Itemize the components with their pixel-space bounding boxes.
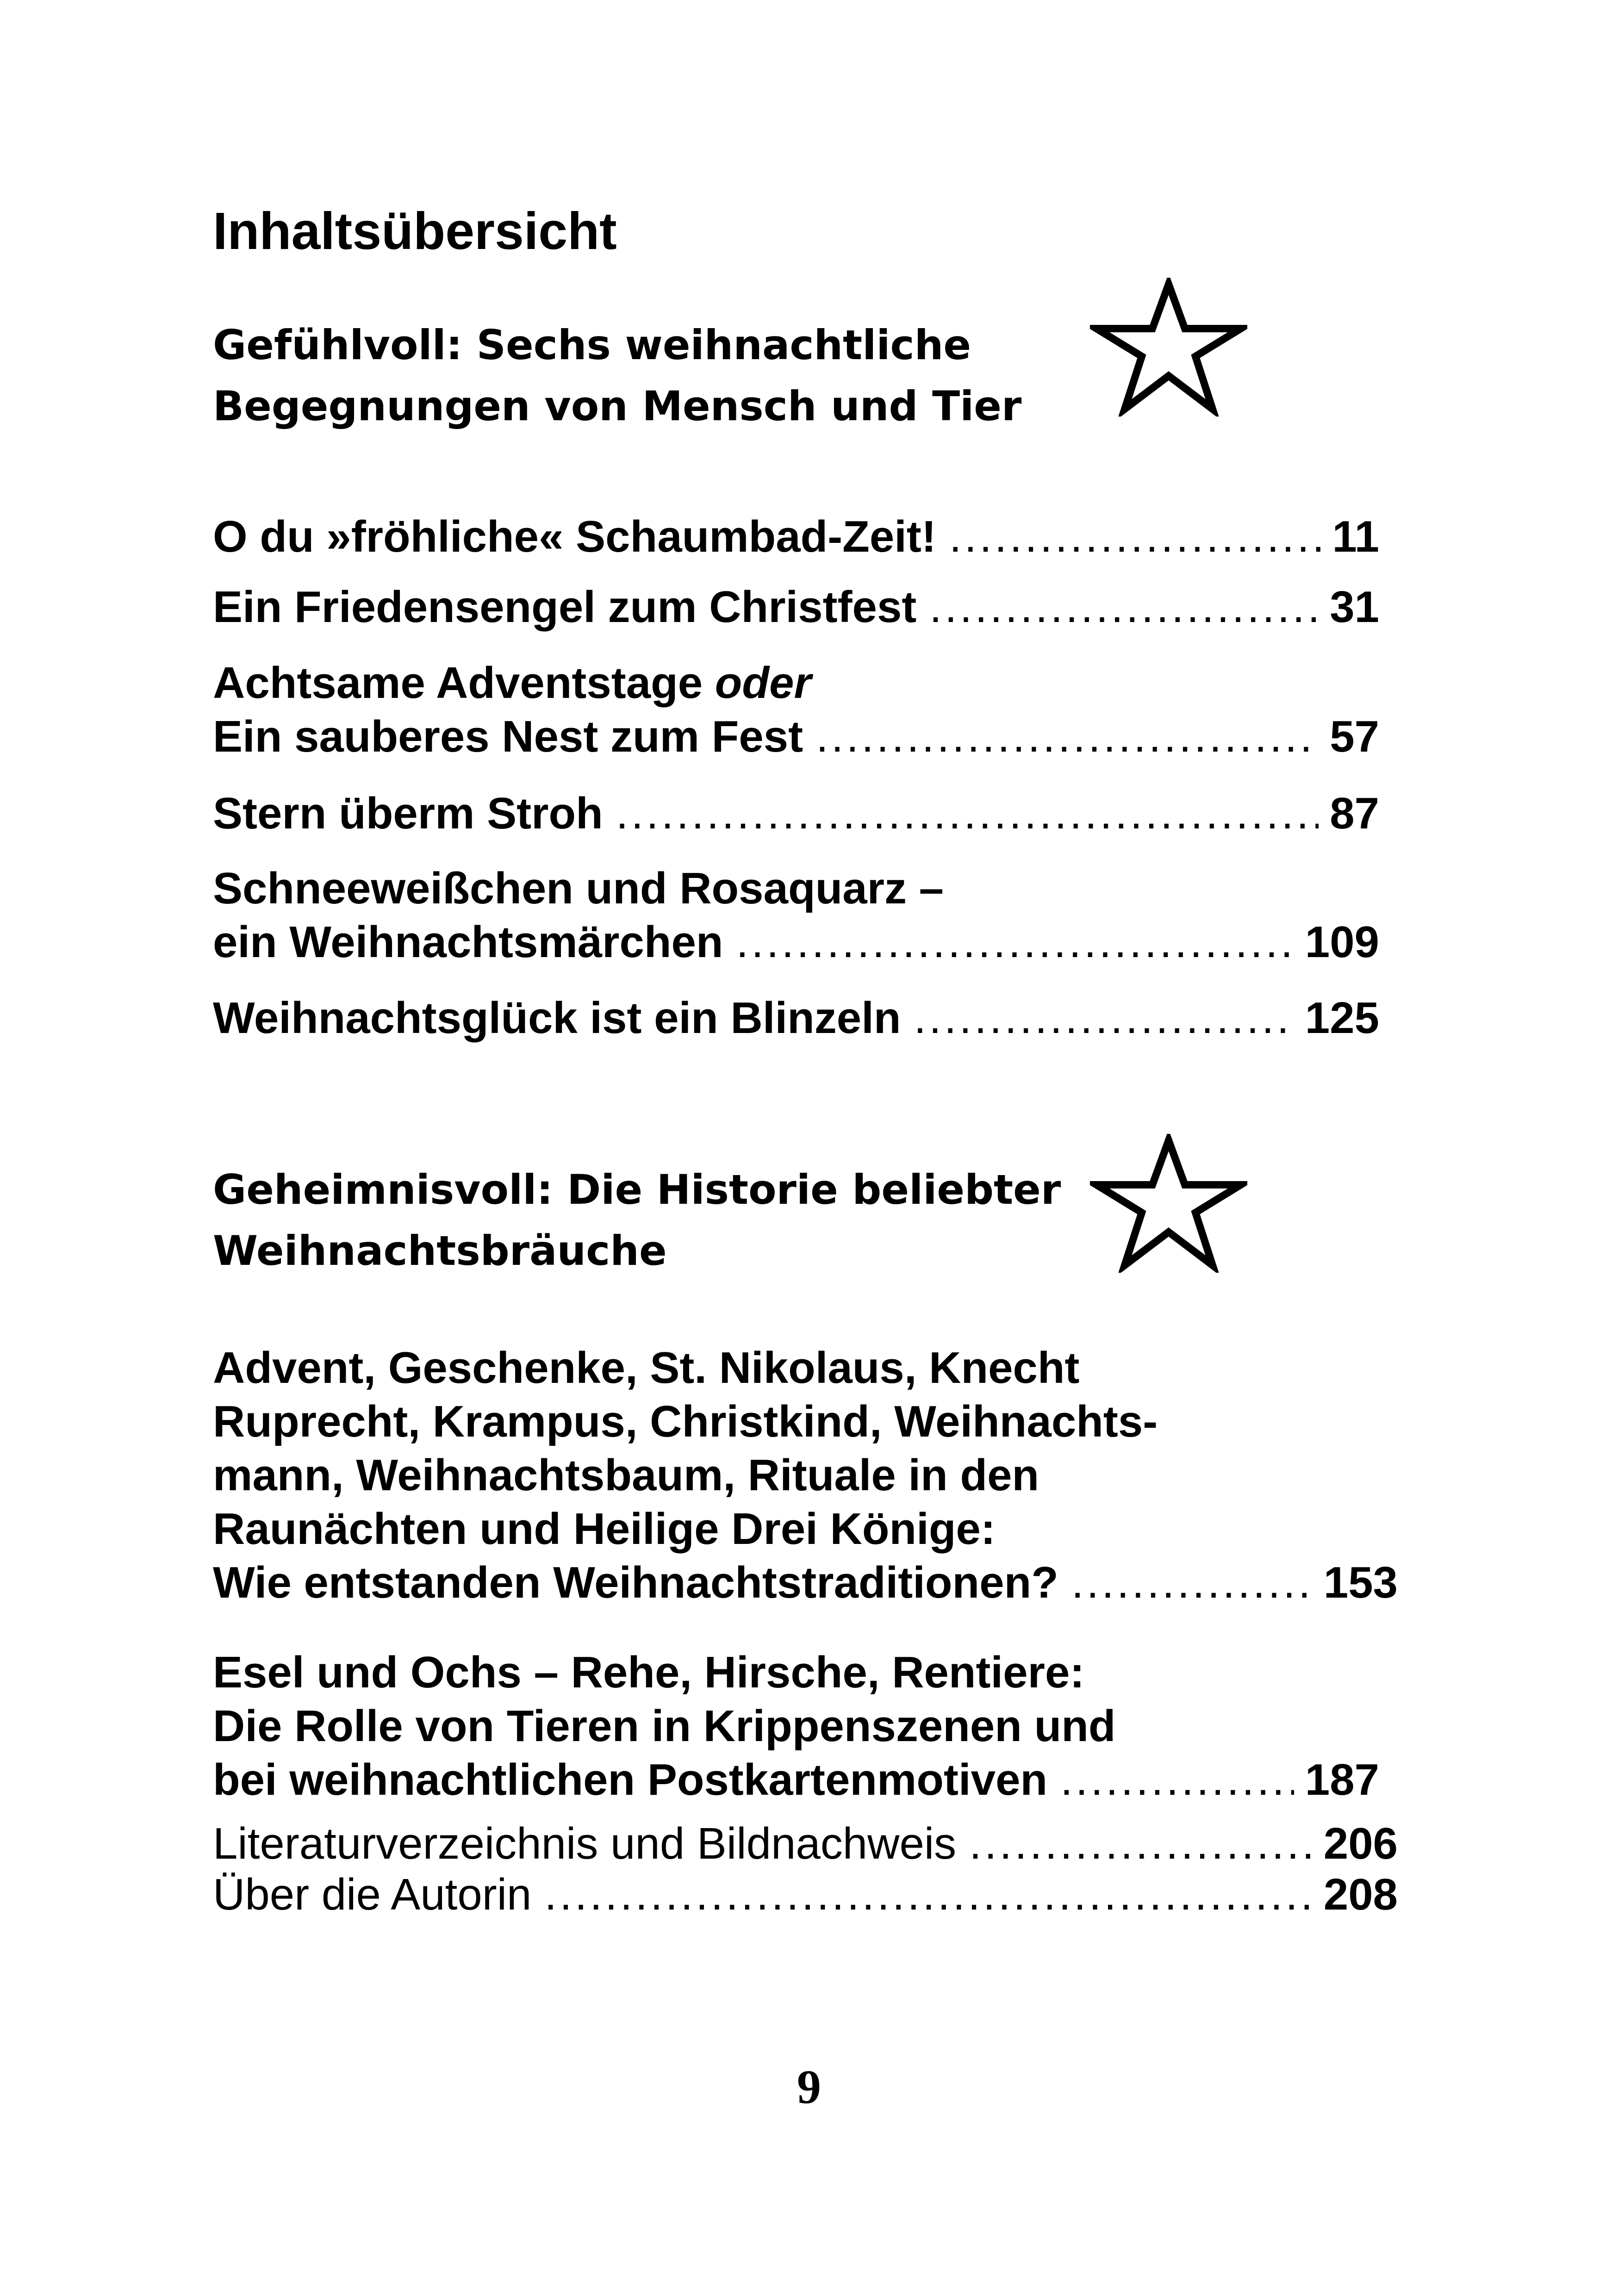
- section-heading-line: Begegnungen von Mensch und Tier: [213, 382, 1022, 430]
- toc-entry-page: 87: [1330, 789, 1379, 838]
- toc-entry-title: Wie entstanden Weihnachtstraditionen?: [213, 1558, 1058, 1607]
- toc-entry[interactable]: [213, 1817, 1398, 1871]
- toc-entry-line: Raunächten und Heilige Drei Könige:: [213, 1504, 996, 1554]
- toc-entry[interactable]: [213, 656, 1379, 764]
- toc-entry-page: 31: [1330, 582, 1379, 632]
- toc-entry[interactable]: [213, 787, 1379, 840]
- toc-entry-title: Weihnachtsglück ist ein Blinzeln: [213, 993, 901, 1043]
- toc-entry-title: Über die Autorin: [213, 1870, 532, 1919]
- leader-dots: [1060, 1753, 1294, 1807]
- star-outline-icon: [1090, 1134, 1247, 1273]
- section-heading-line: Geheimnisvoll: Die Historie beliebter: [213, 1166, 1061, 1213]
- leader-dots: [816, 710, 1319, 764]
- toc-entry-title: O du »fröhliche« Schaumbad-Zeit!: [213, 512, 936, 561]
- toc-entry[interactable]: [213, 991, 1379, 1045]
- toc-entry-text: Achtsame Adventstage: [213, 658, 715, 708]
- toc-entry[interactable]: [213, 580, 1379, 634]
- toc-entry-page: 208: [1323, 1870, 1398, 1919]
- toc-entry[interactable]: [213, 1868, 1398, 1922]
- toc-entry-title: Literaturverzeichnis und Bildnachweis: [213, 1819, 957, 1868]
- leader-dots: [1071, 1556, 1313, 1610]
- toc-entry-title: Stern überm Stroh: [213, 789, 603, 838]
- toc-entry-line: Esel und Ochs – Rehe, Hirsche, Rentiere:: [213, 1648, 1085, 1697]
- toc-entry-title: ein Weihnachtsmärchen: [213, 917, 723, 967]
- toc-entry-line: Advent, Geschenke, St. Nikolaus, Knecht: [213, 1343, 1080, 1393]
- toc-entry[interactable]: [213, 510, 1379, 564]
- toc-entry-page: 57: [1330, 712, 1379, 761]
- leader-dots: [544, 1868, 1312, 1922]
- star-outline-icon: [1090, 278, 1247, 417]
- leader-dots: [929, 580, 1319, 634]
- toc-entry-line: Ruprecht, Krampus, Christkind, Weihnachts-: [213, 1397, 1158, 1446]
- leader-dots: [736, 915, 1294, 969]
- section-heading-gefuehlvoll: [213, 315, 1021, 437]
- toc-entry[interactable]: [213, 1646, 1379, 1807]
- toc-entry-title: Ein sauberes Nest zum Fest: [213, 712, 803, 761]
- section-heading-geheimnisvoll: [213, 1159, 1061, 1282]
- leader-dots: [914, 991, 1294, 1045]
- toc-entry-title: Ein Friedensengel zum Christfest: [213, 582, 917, 632]
- page-title: Inhaltsübersicht: [213, 202, 617, 260]
- toc-entry-line: [213, 656, 1379, 710]
- toc-entry[interactable]: [213, 1341, 1398, 1610]
- toc-entry[interactable]: [213, 862, 1379, 969]
- leader-dots: [969, 1817, 1313, 1871]
- toc-entry-line: mann, Weihnachtsbaum, Rituale in den: [213, 1450, 1039, 1500]
- toc-entry-page: 11: [1332, 512, 1379, 561]
- toc-entry-page: 153: [1323, 1558, 1398, 1607]
- page-number: 9: [797, 2060, 821, 2114]
- toc-entry-title: bei weihnachtlichen Postkartenmotiven: [213, 1755, 1048, 1804]
- section-heading-line: Weihnachtsbräuche: [213, 1227, 667, 1275]
- toc-entry-page: 109: [1305, 917, 1379, 967]
- toc-entry-page: 187: [1305, 1755, 1379, 1804]
- toc-entry-emphasis: oder: [715, 658, 811, 708]
- leader-dots: [949, 510, 1321, 564]
- toc-entry-page: 206: [1323, 1819, 1398, 1868]
- section-heading-line: Gefühlvoll: Sechs weihnachtliche: [213, 321, 971, 369]
- toc-entry-page: 125: [1305, 993, 1379, 1043]
- leader-dots: [616, 787, 1319, 840]
- toc-entry-line: Schneeweißchen und Rosaquarz –: [213, 864, 944, 913]
- toc-entry-line: Die Rolle von Tieren in Krippenszenen und: [213, 1701, 1116, 1751]
